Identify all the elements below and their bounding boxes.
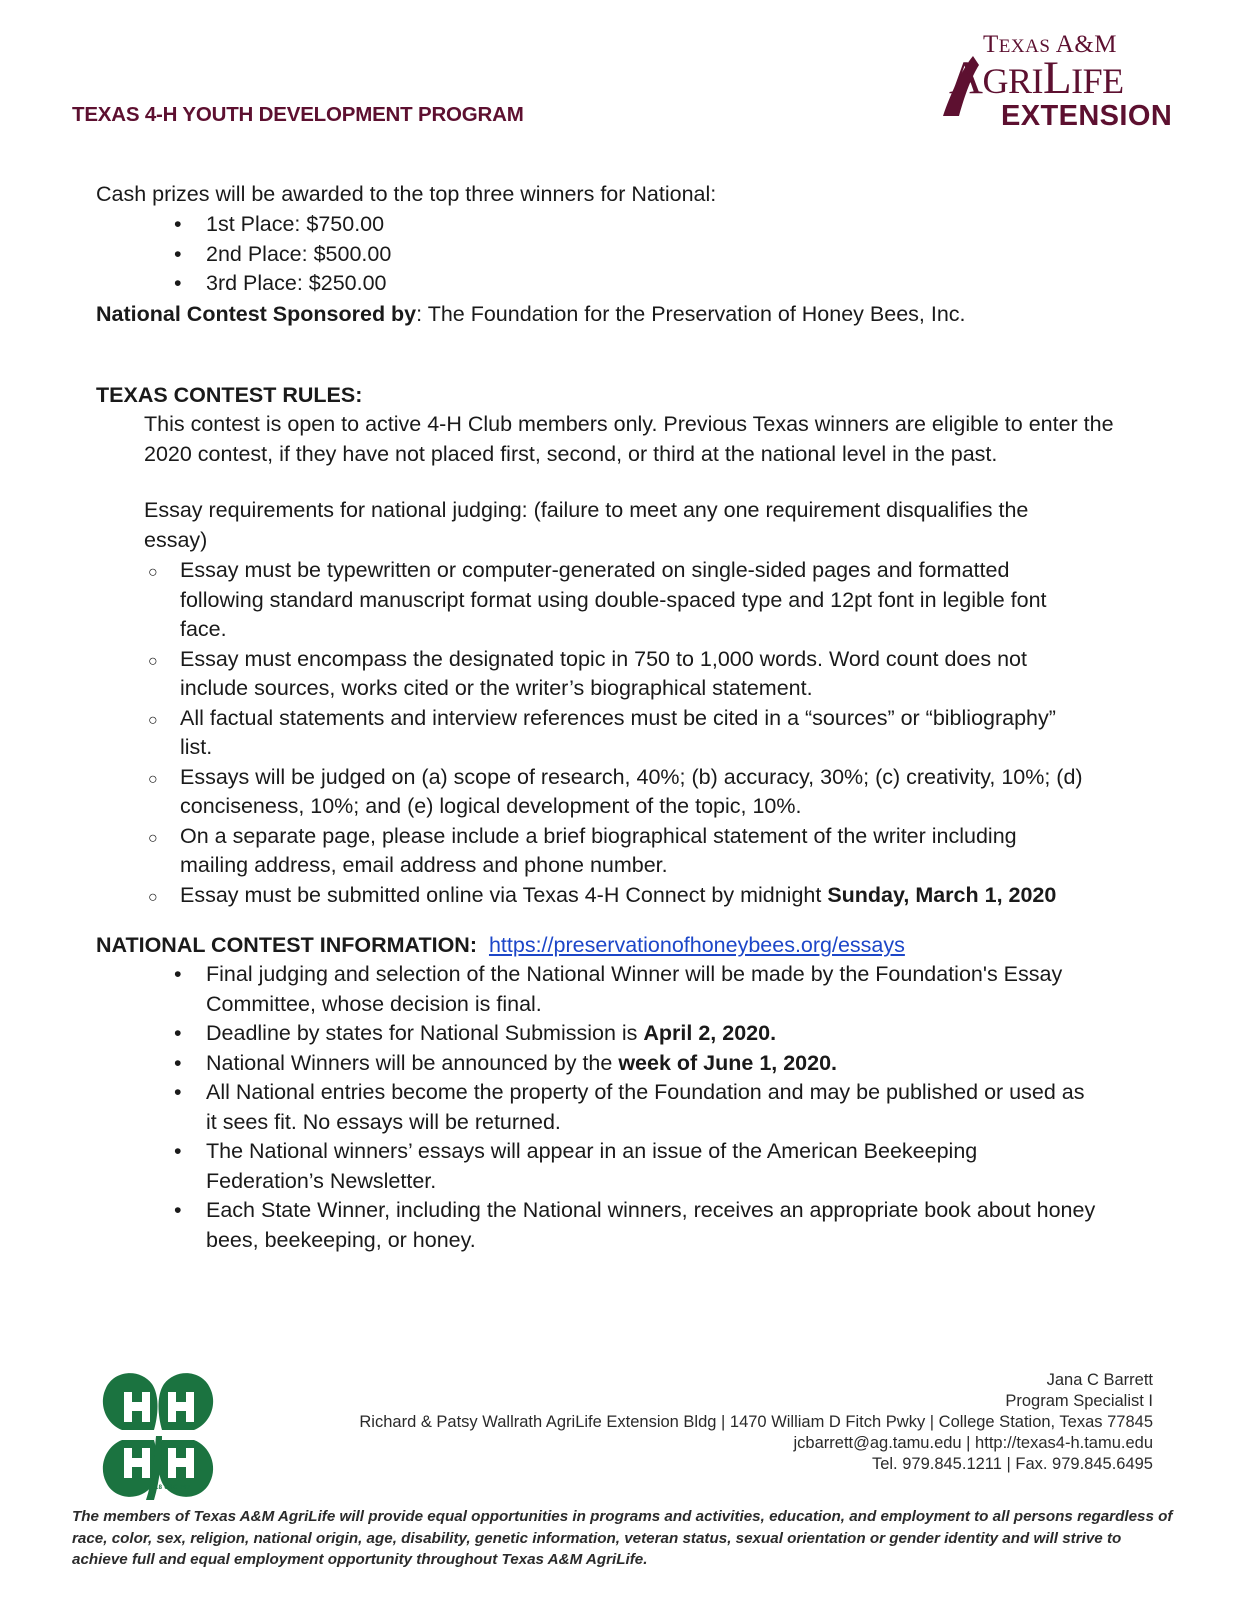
list-item	[170, 1019, 1100, 1049]
contact-title: Program Specialist I	[1005, 1392, 1153, 1410]
contact-address: Richard & Patsy Wallrath AgriLife Extension Bldg | 1470 William D Fitch Pwky | College Station, Texas 77845	[359, 1413, 1153, 1431]
bullet-circle-icon	[148, 763, 158, 795]
bullet-dot-icon	[174, 960, 182, 990]
list-item	[144, 556, 1089, 645]
list-item	[170, 960, 1100, 1019]
contact-info-block	[153, 1370, 1153, 1475]
bullet-circle-icon	[148, 704, 158, 736]
prize-item-label: 3rd Place: $250.00	[206, 271, 387, 295]
bullet-circle-icon	[148, 881, 158, 913]
texas-rules-paragraph-1: This contest is open to active 4-H Club members only. Previous Texas winners are eligible to enter the 2020 contest, if they have not placed first, second, or third at the national level in the past.	[144, 412, 1114, 466]
list-item	[170, 1049, 1100, 1079]
bullet-dot-icon	[174, 1049, 182, 1079]
prize-item-label: 1st Place: $750.00	[206, 212, 385, 236]
sponsor-label: National Contest Sponsored by	[96, 302, 417, 326]
logo-line-agrilife: AGRILIFE	[949, 52, 1124, 104]
requirement-text: All factual statements and interview references must be cited in a “sources” or “bibliography” list.	[180, 705, 1056, 759]
contact-phone: Tel. 979.845.1211 | Fax. 979.845.6495	[871, 1455, 1153, 1473]
requirement-deadline: Sunday, March 1, 2020	[827, 882, 1057, 907]
requirement-text: Essay must be typewritten or computer-generated on single-sided pages and formatted following standard manuscript format using double-spaced type and 12pt font in legible font face.	[180, 558, 1047, 641]
texas-contest-rules-heading: TEXAS CONTEST RULES:	[96, 383, 363, 407]
bullet-circle-icon	[148, 822, 158, 854]
requirement-text: Essay must encompass the designated topic in 750 to 1,000 words. Word count does not include sources, works cited or the writer’s biographical statement.	[180, 646, 1027, 700]
national-contest-info-heading-row	[96, 931, 1196, 961]
sponsor-text: : The Foundation for the Preservation of Honey Bees, Inc.	[416, 302, 966, 326]
national-contest-info-heading: NATIONAL CONTEST INFORMATION:	[96, 933, 477, 957]
national-item-text: National Winners will be announced by the	[206, 1050, 619, 1075]
prize-list	[170, 210, 1070, 299]
contact-name: Jana C Barrett	[1046, 1371, 1153, 1389]
national-item-text: Deadline by states for National Submission is	[206, 1021, 644, 1045]
prize-item-label: 2nd Place: $500.00	[206, 241, 392, 266]
texas-am-agrilife-extension-logo	[935, 30, 1173, 138]
national-item-text: All National entries become the property of the Foundation and may be published or used as it sees fit. No essays will be returned.	[206, 1080, 1085, 1134]
national-item-date: week of June 1, 2020.	[618, 1050, 838, 1075]
list-item	[144, 704, 1089, 763]
list-item	[170, 1196, 1100, 1255]
cash-prizes-intro: Cash prizes will be awarded to the top three winners for National:	[96, 182, 717, 206]
essay-requirements-list	[144, 556, 1089, 910]
clover-usc-tagline: 18 USC 707	[155, 1485, 191, 1491]
bullet-dot-icon	[174, 210, 182, 240]
logo-line-texas-am: TEXAS A&M	[983, 31, 1118, 58]
bullet-dot-icon	[174, 1019, 182, 1049]
national-contest-list	[170, 960, 1100, 1255]
requirement-text: On a separate page, please include a brief biographical statement of the writer including mailing address, email address and phone number.	[180, 823, 1017, 877]
list-item	[144, 763, 1089, 822]
requirement-text: Essay must be submitted online via Texas 4-H Connect by midnight	[180, 882, 828, 907]
list-item	[144, 881, 1089, 911]
sponsor-line	[96, 300, 1176, 330]
national-item-text: Each State Winner, including the National winners, receives an appropriate book about honey bees, beekeeping, or honey.	[206, 1198, 1096, 1252]
bullet-dot-icon	[174, 1078, 182, 1108]
list-item	[170, 1078, 1100, 1137]
texas-rules-paragraph-2: Essay requirements for national judging: (failure to meet any one requirement disqualifies the essay)	[144, 498, 1029, 552]
bullet-dot-icon	[174, 1137, 182, 1167]
national-item-text: Final judging and selection of the National Winner will be made by the Foundation's Essay Committee, whose decision is final.	[206, 962, 1063, 1016]
national-item-text: The National winners’ essays will appear in an issue of the American Beekeeping Federation’s Newsletter.	[206, 1139, 978, 1193]
requirement-text: Essays will be judged on (a) scope of research, 40%; (b) accuracy, 30%; (c) creativity, 10%; (d) conciseness, 10%; and (e) logical development of the topic, 10%.	[180, 764, 1083, 818]
logo-line-extension: EXTENSION	[1001, 100, 1173, 132]
equal-opportunity-disclaimer: The members of Texas A&M AgriLife will provide equal opportunities in programs and activities, education, and employment to all persons regardless of race, color, sex, religion, national origin, age, disability, genetic information, veteran status, sexual orientation or gender identity and will strive to achieve full and equal employment opportunity throughout Texas A&M AgriLife.	[72, 1508, 1173, 1568]
national-contest-link[interactable]: https://preservationofhoneybees.org/essays	[488, 933, 905, 957]
bullet-circle-icon	[148, 556, 158, 588]
bullet-dot-icon	[174, 269, 182, 299]
page-title: TEXAS 4-H YOUTH DEVELOPMENT PROGRAM	[72, 103, 524, 126]
contact-email-web: jcbarrett@ag.tamu.edu | http://texas4-h.tamu.edu	[793, 1434, 1153, 1452]
list-item	[144, 822, 1089, 881]
list-item	[170, 269, 1070, 299]
bullet-dot-icon	[174, 240, 182, 270]
bullet-dot-icon	[174, 1196, 182, 1226]
list-item	[144, 645, 1089, 704]
bullet-circle-icon	[148, 645, 158, 677]
list-item	[170, 210, 1070, 240]
national-item-date: April 2, 2020.	[643, 1021, 777, 1045]
list-item	[170, 1137, 1100, 1196]
document-header	[0, 0, 1243, 150]
list-item	[170, 240, 1070, 270]
